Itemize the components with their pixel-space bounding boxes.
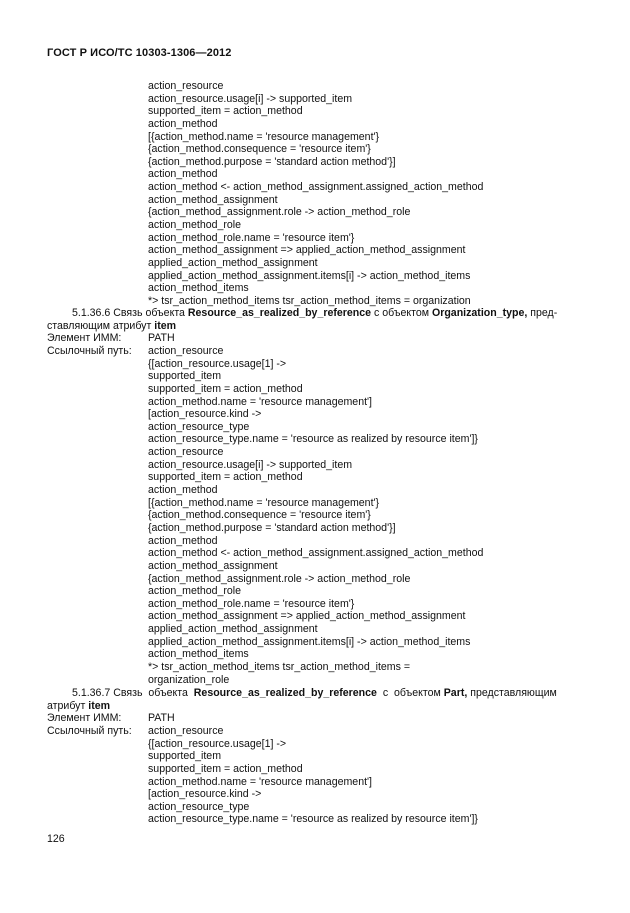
path-line: action_method xyxy=(148,117,218,130)
reference-path-continued xyxy=(148,80,483,308)
path-line: supported_item = action_method xyxy=(148,382,303,395)
heading-text: 5.1.36.6 Связь объекта xyxy=(72,307,188,319)
path-line: action_method_assignment xyxy=(148,559,278,572)
path-line: action_method_assignment xyxy=(148,193,278,206)
target-entity: Part, xyxy=(443,687,468,699)
path-line: action_resource xyxy=(148,725,224,737)
path-line: action_resource_type xyxy=(148,420,250,433)
target-entity: Organization_type, xyxy=(431,307,528,319)
path-line: applied_action_method_assignment xyxy=(148,623,318,636)
element-label: Элемент ИММ: xyxy=(47,712,122,724)
heading-text: с объектом xyxy=(376,687,444,699)
path-line: *> tsr_action_method_items tsr_action_method_items = organization xyxy=(148,294,471,307)
path-line: [action_resource.kind -> xyxy=(148,408,262,421)
entity-name: Resource_as_realized_by_reference xyxy=(193,687,377,699)
path-line: supported_item = action_method xyxy=(148,471,303,484)
path-label: Ссылочный путь: xyxy=(47,345,132,357)
attribute-name: item xyxy=(154,319,177,332)
path-line: {[action_resource.usage[1] -> xyxy=(148,737,287,750)
heading-text: атрибут xyxy=(47,699,89,712)
path-line: action_method_role.name = 'resource item'} xyxy=(148,231,355,244)
path-line: applied_action_method_assignment xyxy=(148,256,318,269)
heading-text: представляющим xyxy=(467,687,557,699)
path-line: action_method_assignment => applied_action_method_assignment xyxy=(148,610,466,623)
path-line: {action_method.consequence = 'resource item'} xyxy=(148,509,371,522)
path-line: {action_method_assignment.role -> action_method_role xyxy=(148,572,411,585)
path-line: action_method_items xyxy=(148,648,249,661)
path-line: {action_method.purpose = 'standard action method'}] xyxy=(148,155,396,168)
path-line: supported_item xyxy=(148,370,222,383)
path-line: action_method_role.name = 'resource item'} xyxy=(148,597,355,610)
path-line: action_method <- action_method_assignment.assigned_action_method xyxy=(148,547,484,560)
element-value: PATH xyxy=(148,712,175,724)
page-number: 126 xyxy=(47,833,65,845)
path-line: action_resource_type.name = 'resource as realized by resource item']} xyxy=(148,813,478,826)
reference-path-5-1-36-6 xyxy=(148,345,483,686)
heading-text: пред- xyxy=(527,307,558,319)
path-line: action_method.name = 'resource management'] xyxy=(148,395,372,408)
path-label: Ссылочный путь: xyxy=(47,725,132,737)
path-line: {[action_resource.usage[1] -> xyxy=(148,357,287,370)
path-line: action_resource xyxy=(148,80,224,92)
reference-path-5-1-36-7 xyxy=(148,725,478,826)
path-line: action_method xyxy=(148,484,218,497)
path-line: organization_role xyxy=(148,673,230,686)
element-value: PATH xyxy=(148,332,175,344)
path-line: action_method xyxy=(148,534,218,547)
path-line: action_resource xyxy=(148,446,224,459)
path-line: action_method_role xyxy=(148,585,242,598)
attribute-name: item xyxy=(88,699,111,712)
heading-text: с объектом xyxy=(371,307,432,319)
path-line: supported_item = action_method xyxy=(148,762,303,775)
path-line: applied_action_method_assignment.items[i] -> action_method_items xyxy=(148,635,471,648)
path-line: supported_item xyxy=(148,750,222,763)
path-line: action_method_role xyxy=(148,219,242,232)
path-line: action_method <- action_method_assignment.assigned_action_method xyxy=(148,181,484,194)
path-line: [action_resource.kind -> xyxy=(148,788,262,801)
path-line: action_resource.usage[i] -> supported_item xyxy=(148,92,353,105)
path-line: applied_action_method_assignment.items[i] -> action_method_items xyxy=(148,269,471,282)
path-line: action_method.name = 'resource management'] xyxy=(148,775,372,788)
document-header: ГОСТ Р ИСО/ТС 10303-1306—2012 xyxy=(47,47,232,59)
heading-text: 5.1.36.7 Связь объекта xyxy=(72,687,194,699)
path-line: [{action_method.name = 'resource management'} xyxy=(148,496,380,509)
path-line: supported_item = action_method xyxy=(148,105,303,118)
path-line: action_resource_type xyxy=(148,800,250,813)
path-line: [{action_method.name = 'resource management'} xyxy=(148,130,380,143)
path-line: action_resource.usage[i] -> supported_item xyxy=(148,458,353,471)
section-heading-5-1-36-6 xyxy=(47,307,587,332)
path-line: action_method_assignment => applied_action_method_assignment xyxy=(148,244,466,257)
path-line: {action_method.consequence = 'resource item'} xyxy=(148,143,371,156)
heading-text: ставляющим атрибут xyxy=(47,319,155,332)
element-label: Элемент ИММ: xyxy=(47,332,122,344)
path-line: action_method_items xyxy=(148,282,249,295)
entity-name: Resource_as_realized_by_reference xyxy=(187,307,372,319)
path-line: {action_method_assignment.role -> action_method_role xyxy=(148,206,411,219)
path-line: action_resource xyxy=(148,345,224,357)
path-line: action_resource_type.name = 'resource as realized by resource item']} xyxy=(148,433,478,446)
path-line: *> tsr_action_method_items tsr_action_method_items = xyxy=(148,661,411,674)
path-line: {action_method.purpose = 'standard action method'}] xyxy=(148,521,396,534)
section-heading-5-1-36-7 xyxy=(47,687,587,712)
path-line: action_method xyxy=(148,168,218,181)
